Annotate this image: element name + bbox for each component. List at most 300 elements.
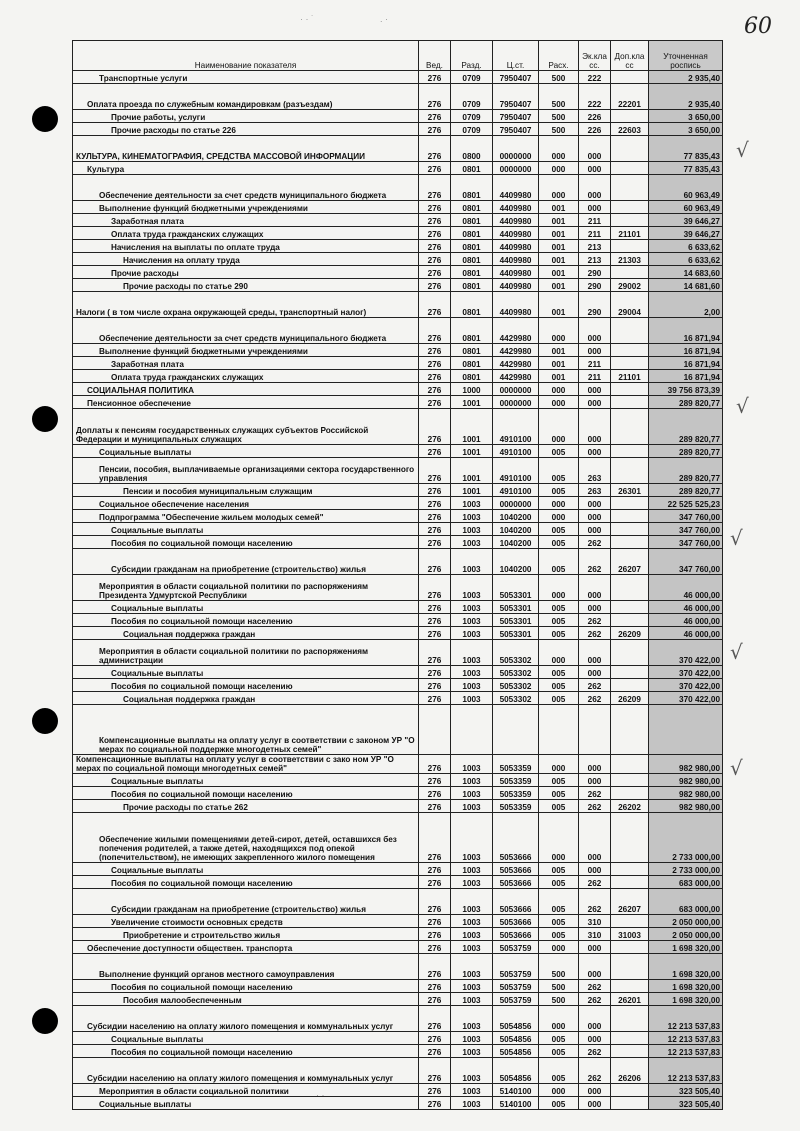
cell-ek: 263 (579, 484, 611, 497)
cell-razd: 1003 (451, 523, 493, 536)
cell-amount: 323 505,40 (649, 1097, 723, 1110)
cell-razd: 1003 (451, 497, 493, 510)
cell-dop (611, 214, 649, 227)
cell-dop (611, 383, 649, 396)
table-row (73, 627, 723, 640)
cell-tsst: 5053302 (493, 666, 539, 679)
cell-razd: 1003 (451, 755, 493, 774)
cell-rash: 005 (539, 627, 579, 640)
cell-ek: 000 (579, 409, 611, 445)
cell-amount: 2 935,40 (649, 84, 723, 110)
table-row (73, 240, 723, 253)
cell-tsst: 1040200 (493, 510, 539, 523)
cell-ek (579, 705, 611, 755)
cell-ek: 000 (579, 755, 611, 774)
cell-rash: 001 (539, 279, 579, 292)
cell-ved: 276 (419, 679, 451, 692)
cell-dop (611, 705, 649, 755)
cell-rash: 005 (539, 614, 579, 627)
cell-name: Пособия по социальной помощи населению (73, 536, 419, 549)
cell-name: Пособия по социальной помощи населению (73, 980, 419, 993)
cell-ved: 276 (419, 123, 451, 136)
table-row (73, 692, 723, 705)
cell-rash: 005 (539, 458, 579, 484)
cell-ek: 262 (579, 800, 611, 813)
cell-name: Социальные выплаты (73, 1032, 419, 1045)
cell-ek: 262 (579, 536, 611, 549)
cell-ek: 211 (579, 214, 611, 227)
cell-amount: 16 871,94 (649, 318, 723, 344)
table-row (73, 510, 723, 523)
cell-name: Начисления на оплату труда (73, 253, 419, 266)
cell-tsst: 4409980 (493, 201, 539, 214)
cell-dop: 21101 (611, 227, 649, 240)
check-mark-icon: √ (736, 394, 749, 418)
cell-razd: 1003 (451, 549, 493, 575)
cell-ved: 276 (419, 409, 451, 445)
cell-amount: 370 422,00 (649, 692, 723, 705)
cell-ved: 276 (419, 84, 451, 110)
header-amount: Уточненная роспись (649, 41, 723, 71)
table-row (73, 876, 723, 889)
cell-razd: 0801 (451, 344, 493, 357)
cell-amount: 323 505,40 (649, 1084, 723, 1097)
cell-dop (611, 679, 649, 692)
cell-tsst: 4429980 (493, 357, 539, 370)
cell-name: Оплата проезда по служебным командировкам (разъездам) (73, 84, 419, 110)
cell-ek: 000 (579, 666, 611, 679)
cell-ved: 276 (419, 484, 451, 497)
cell-dop (611, 666, 649, 679)
cell-dop (611, 954, 649, 980)
cell-name: Пособия по социальной помощи населению (73, 876, 419, 889)
table-row (73, 915, 723, 928)
cell-razd: 0801 (451, 240, 493, 253)
table-row (73, 1045, 723, 1058)
cell-dop (611, 1084, 649, 1097)
cell-name: Налоги ( в том числе охрана окружающей среды, транспортный налог) (73, 292, 419, 318)
cell-ved: 276 (419, 292, 451, 318)
cell-amount: 14 681,60 (649, 279, 723, 292)
cell-ved: 276 (419, 175, 451, 201)
cell-ved: 276 (419, 813, 451, 863)
cell-dop: 26201 (611, 993, 649, 1006)
cell-ek: 226 (579, 123, 611, 136)
cell-rash: 000 (539, 175, 579, 201)
cell-ved: 276 (419, 601, 451, 614)
table-row (73, 1084, 723, 1097)
cell-amount: 1 698 320,00 (649, 941, 723, 954)
cell-ved: 276 (419, 954, 451, 980)
cell-ek: 262 (579, 692, 611, 705)
cell-ved: 276 (419, 536, 451, 549)
cell-ek: 262 (579, 679, 611, 692)
cell-razd: 1003 (451, 1045, 493, 1058)
cell-amount: 46 000,00 (649, 601, 723, 614)
cell-rash: 000 (539, 941, 579, 954)
cell-tsst: 5053301 (493, 627, 539, 640)
cell-dop (611, 941, 649, 954)
cell-rash: 005 (539, 484, 579, 497)
cell-ved: 276 (419, 1084, 451, 1097)
cell-razd: 1003 (451, 941, 493, 954)
cell-ved: 276 (419, 627, 451, 640)
table-row (73, 889, 723, 915)
cell-razd: 1001 (451, 445, 493, 458)
cell-ek: 213 (579, 253, 611, 266)
cell-razd: 1003 (451, 627, 493, 640)
cell-rash: 000 (539, 575, 579, 601)
table-row (73, 279, 723, 292)
cell-rash: 000 (539, 396, 579, 409)
cell-tsst: 5054856 (493, 1032, 539, 1045)
table-row (73, 201, 723, 214)
cell-tsst: 5053666 (493, 876, 539, 889)
cell-tsst: 7950407 (493, 71, 539, 84)
scan-speck: · · ˙ (300, 14, 314, 24)
cell-name: Субсидии населению на оплату жилого помещения и коммунальных услуг (73, 1006, 419, 1032)
cell-tsst: 0000000 (493, 497, 539, 510)
cell-rash: 005 (539, 1032, 579, 1045)
cell-ved: 276 (419, 240, 451, 253)
table-row (73, 679, 723, 692)
cell-amount: 39 756 873,39 (649, 383, 723, 396)
cell-tsst: 1040200 (493, 523, 539, 536)
cell-name: Пособия по социальной помощи населению (73, 679, 419, 692)
header-rash: Расх. (539, 41, 579, 71)
cell-name: Пособия по социальной помощи населению (73, 1045, 419, 1058)
cell-dop (611, 71, 649, 84)
cell-rash: 000 (539, 1084, 579, 1097)
table-row (73, 1032, 723, 1045)
cell-name: Оплата труда гражданских служащих (73, 227, 419, 240)
cell-dop: 26202 (611, 800, 649, 813)
cell-rash: 500 (539, 980, 579, 993)
table-row (73, 162, 723, 175)
cell-ek: 262 (579, 549, 611, 575)
cell-ek: 000 (579, 640, 611, 666)
cell-razd: 0801 (451, 201, 493, 214)
cell-razd: 1003 (451, 510, 493, 523)
cell-rash: 005 (539, 774, 579, 787)
cell-ved: 276 (419, 980, 451, 993)
cell-ek: 000 (579, 136, 611, 162)
cell-ved: 276 (419, 357, 451, 370)
cell-razd: 1003 (451, 536, 493, 549)
cell-dop (611, 876, 649, 889)
cell-dop (611, 445, 649, 458)
cell-rash: 005 (539, 787, 579, 800)
cell-name: Субсидии населению на оплату жилого помещения и коммунальных услуг (73, 1058, 419, 1084)
cell-amount: 289 820,77 (649, 409, 723, 445)
cell-name: Компенсационные выплаты на оплату услуг в соответствии с законом УР "О мерах по социальной поддержке многодетных семей" (73, 705, 419, 755)
cell-name: Заработная плата (73, 357, 419, 370)
cell-dop: 26209 (611, 627, 649, 640)
cell-dop: 22603 (611, 123, 649, 136)
cell-dop (611, 1006, 649, 1032)
cell-name: Пособия по социальной помощи населению (73, 614, 419, 627)
cell-dop: 21101 (611, 370, 649, 383)
table-row (73, 640, 723, 666)
binder-hole (32, 1008, 58, 1034)
table-row (73, 954, 723, 980)
cell-rash: 000 (539, 510, 579, 523)
cell-amount: 22 525 525,23 (649, 497, 723, 510)
cell-amount: 370 422,00 (649, 640, 723, 666)
cell-amount: 16 871,94 (649, 357, 723, 370)
cell-ved: 276 (419, 575, 451, 601)
cell-amount: 46 000,00 (649, 614, 723, 627)
cell-ved: 276 (419, 214, 451, 227)
cell-amount: 12 213 537,83 (649, 1032, 723, 1045)
table-row (73, 536, 723, 549)
handwritten-page-number: 60 (744, 14, 772, 39)
table-row (73, 523, 723, 536)
cell-dop (611, 497, 649, 510)
cell-tsst: 7950407 (493, 110, 539, 123)
cell-amount: 16 871,94 (649, 370, 723, 383)
check-mark-icon: √ (730, 756, 743, 780)
cell-name: Увеличение стоимости основных средств (73, 915, 419, 928)
cell-rash: 000 (539, 383, 579, 396)
cell-ved: 276 (419, 1058, 451, 1084)
table-row (73, 292, 723, 318)
cell-amount: 982 980,00 (649, 800, 723, 813)
cell-dop (611, 357, 649, 370)
cell-ved: 276 (419, 666, 451, 679)
cell-amount: 12 213 537,83 (649, 1045, 723, 1058)
cell-ek: 000 (579, 175, 611, 201)
cell-dop: 26301 (611, 484, 649, 497)
table-row (73, 705, 723, 755)
cell-ek: 262 (579, 1045, 611, 1058)
cell-ved: 276 (419, 692, 451, 705)
cell-name: Выполнение функций бюджетными учреждениями (73, 344, 419, 357)
cell-ek: 262 (579, 614, 611, 627)
cell-rash: 005 (539, 679, 579, 692)
cell-rash: 005 (539, 1058, 579, 1084)
cell-amount: 1 698 320,00 (649, 954, 723, 980)
cell-dop (611, 614, 649, 627)
cell-dop (611, 110, 649, 123)
cell-razd: 1000 (451, 383, 493, 396)
cell-ved: 276 (419, 1032, 451, 1045)
cell-amount: 6 633,62 (649, 253, 723, 266)
table-row (73, 458, 723, 484)
table-row (73, 980, 723, 993)
cell-amount: 982 980,00 (649, 774, 723, 787)
table-row (73, 409, 723, 445)
cell-ved: 276 (419, 266, 451, 279)
cell-amount: 347 760,00 (649, 536, 723, 549)
cell-amount: 12 213 537,83 (649, 1058, 723, 1084)
table-body (73, 71, 723, 1110)
cell-name: СОЦИАЛЬНАЯ ПОЛИТИКА (73, 383, 419, 396)
cell-razd: 0801 (451, 162, 493, 175)
cell-rash: 001 (539, 370, 579, 383)
cell-dop (611, 344, 649, 357)
cell-amount: 77 835,43 (649, 162, 723, 175)
cell-ved: 276 (419, 928, 451, 941)
cell-ek: 262 (579, 980, 611, 993)
cell-rash: 001 (539, 266, 579, 279)
cell-razd: 1001 (451, 484, 493, 497)
cell-name: Обеспечение деятельности за счет средств муниципального бюджета (73, 175, 419, 201)
header-tsst: Ц.ст. (493, 41, 539, 71)
cell-dop (611, 575, 649, 601)
cell-dop (611, 409, 649, 445)
cell-ek: 000 (579, 863, 611, 876)
check-mark-icon: √ (736, 138, 749, 162)
cell-ved: 276 (419, 110, 451, 123)
table-row (73, 549, 723, 575)
cell-dop (611, 318, 649, 344)
table-row (73, 800, 723, 813)
cell-name: Доплаты к пенсиям государственных служащих субъектов Российской Федерации и муниципальных служащих (73, 409, 419, 445)
cell-tsst: 5053666 (493, 889, 539, 915)
table-row (73, 175, 723, 201)
cell-ek: 213 (579, 240, 611, 253)
cell-tsst: 4409980 (493, 292, 539, 318)
cell-razd: 1003 (451, 1006, 493, 1032)
cell-name: Компенсационные выплаты на оплату услуг в соответствии с зако ном УР "О мерах по социальной помощи многодетных семей" (73, 755, 419, 774)
cell-ek: 000 (579, 445, 611, 458)
table-row (73, 601, 723, 614)
cell-ek: 262 (579, 627, 611, 640)
cell-ek: 000 (579, 774, 611, 787)
cell-dop: 29002 (611, 279, 649, 292)
cell-ved: 276 (419, 201, 451, 214)
cell-rash: 005 (539, 863, 579, 876)
cell-ek: 262 (579, 787, 611, 800)
cell-tsst: 4429980 (493, 318, 539, 344)
cell-razd: 1003 (451, 928, 493, 941)
cell-amount: 3 650,00 (649, 123, 723, 136)
cell-razd: 1003 (451, 692, 493, 705)
table-row (73, 266, 723, 279)
cell-rash: 500 (539, 84, 579, 110)
cell-ek: 000 (579, 162, 611, 175)
cell-ved: 276 (419, 523, 451, 536)
cell-amount: 289 820,77 (649, 484, 723, 497)
cell-rash: 005 (539, 536, 579, 549)
scan-speck: · · (316, 1090, 325, 1100)
cell-rash: 001 (539, 357, 579, 370)
cell-dop (611, 1045, 649, 1058)
cell-ek: 000 (579, 1032, 611, 1045)
cell-tsst: 4409980 (493, 240, 539, 253)
cell-amount: 347 760,00 (649, 510, 723, 523)
table-row (73, 993, 723, 1006)
cell-dop: 21303 (611, 253, 649, 266)
cell-razd: 1003 (451, 993, 493, 1006)
cell-razd: 1003 (451, 666, 493, 679)
cell-name: Мероприятия в области социальной политики (73, 1084, 419, 1097)
cell-ek: 000 (579, 318, 611, 344)
cell-rash: 001 (539, 253, 579, 266)
cell-name: Социальная поддержка граждан (73, 692, 419, 705)
cell-tsst: 5053759 (493, 954, 539, 980)
cell-ved: 276 (419, 915, 451, 928)
cell-name: Пенсии и пособия муниципальным служащим (73, 484, 419, 497)
cell-amount: 2 050 000,00 (649, 915, 723, 928)
cell-ek: 211 (579, 370, 611, 383)
cell-ek: 000 (579, 1097, 611, 1110)
cell-tsst: 5054856 (493, 1058, 539, 1084)
cell-ek: 262 (579, 876, 611, 889)
cell-amount: 46 000,00 (649, 575, 723, 601)
cell-razd: 0801 (451, 318, 493, 344)
cell-tsst: 5053301 (493, 614, 539, 627)
table-row (73, 941, 723, 954)
cell-ek: 000 (579, 813, 611, 863)
cell-razd: 1003 (451, 679, 493, 692)
cell-tsst: 0000000 (493, 162, 539, 175)
table-row (73, 227, 723, 240)
table-row (73, 370, 723, 383)
cell-razd: 1001 (451, 396, 493, 409)
cell-razd: 1003 (451, 1084, 493, 1097)
table-row (73, 1058, 723, 1084)
cell-amount: 1 698 320,00 (649, 980, 723, 993)
cell-dop (611, 813, 649, 863)
cell-name: Выполнение функций бюджетными учреждениями (73, 201, 419, 214)
cell-tsst: 5053359 (493, 774, 539, 787)
cell-tsst: 5053359 (493, 755, 539, 774)
cell-name: Мероприятия в области социальной политики по распоряжениям Президента Удмуртской Республики (73, 575, 419, 601)
cell-ved: 276 (419, 227, 451, 240)
cell-razd: 0801 (451, 175, 493, 201)
cell-dop (611, 1097, 649, 1110)
cell-tsst: 4409980 (493, 227, 539, 240)
cell-dop (611, 136, 649, 162)
cell-razd: 1003 (451, 800, 493, 813)
cell-rash: 000 (539, 409, 579, 445)
cell-name: Социальная поддержка граждан (73, 627, 419, 640)
cell-tsst: 5053302 (493, 679, 539, 692)
cell-tsst: 5053666 (493, 863, 539, 876)
cell-rash: 005 (539, 800, 579, 813)
cell-dop: 31003 (611, 928, 649, 941)
cell-razd: 0800 (451, 136, 493, 162)
cell-rash: 005 (539, 549, 579, 575)
cell-ek: 000 (579, 396, 611, 409)
cell-ved: 276 (419, 396, 451, 409)
cell-amount: 347 760,00 (649, 523, 723, 536)
cell-tsst: 5053302 (493, 692, 539, 705)
cell-name: Прочие расходы по статье 226 (73, 123, 419, 136)
cell-ek: 310 (579, 915, 611, 928)
table-row (73, 614, 723, 627)
header-name: Наименование показателя (73, 41, 419, 71)
table-row (73, 84, 723, 110)
budget-sheet (72, 40, 722, 1110)
cell-tsst: 4910100 (493, 458, 539, 484)
cell-razd: 1003 (451, 876, 493, 889)
cell-ek: 211 (579, 357, 611, 370)
cell-razd: 1003 (451, 813, 493, 863)
cell-rash: 000 (539, 497, 579, 510)
cell-razd: 1001 (451, 458, 493, 484)
cell-ved: 276 (419, 787, 451, 800)
cell-amount: 14 683,60 (649, 266, 723, 279)
cell-ek: 000 (579, 523, 611, 536)
cell-name: Социальные выплаты (73, 774, 419, 787)
cell-rash: 005 (539, 523, 579, 536)
cell-dop (611, 201, 649, 214)
cell-name: Пособия по социальной помощи населению (73, 787, 419, 800)
cell-razd: 0801 (451, 253, 493, 266)
